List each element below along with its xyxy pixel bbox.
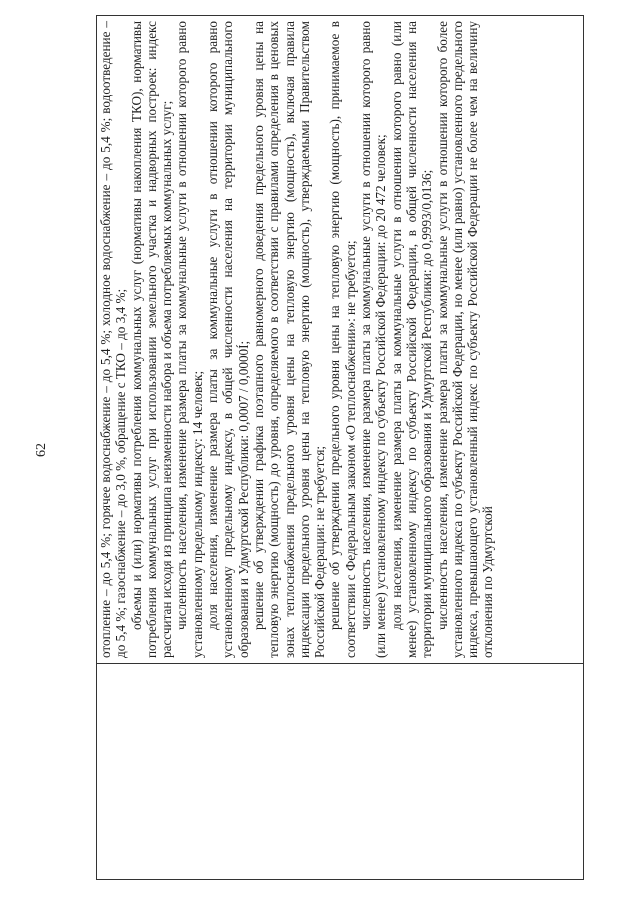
paragraph: решение об утверждении предельного уровня цены на тепловую энергию (мощность), принимаемое в соответствии с Федеральным законом «О теплоснабжении»: не требуется; [327, 21, 358, 658]
paragraph: отопление – до 5,4 %; горячее водоснабжение – до 5,4 %; холодное водоснабжение – до 5,4 %; водоотведение – до 5,4 %; газоснабжение – до 3,0 %, обращение с ТКО – до 3,4 %; [98, 21, 129, 658]
paragraph: доля населения, изменение размера платы за коммунальные услуги в отношении которого равно установленному предельному индексу, в общей численности населения на территории муниципального образования и Удмуртской Республики: 0,0007 / 0,0000Í; [205, 21, 251, 658]
page-number: 62 [34, 443, 49, 457]
table-cell-empty [97, 663, 583, 879]
table-cell-text [97, 16, 583, 663]
paragraph: доля населения, изменение размера платы за коммунальные услуги в отношении которого равно (или менее) установленному индексу по субъекту Российской Федерации, в общей численности населения на территории муниципального образования и Удмуртской Республики: до 0,9993/0,0136; [388, 21, 435, 658]
document-table [96, 15, 584, 880]
paragraph: численность населения, изменение размера платы за коммунальные услуги в отношении которого равно установленному предельному индексу: 14 человек; [174, 21, 205, 658]
paragraph: решение об утверждении графика поэтапного равномерного доведения предельного уровня цены на тепловую энергию (мощность) до уровня, определяемого в соответствии с правилами определения в ценовых зонах теплоснабжения предельного уровня цены на тепловую энергию (мощность), включая правила индексации предельного уровня цены на тепловую энергию (мощность), утверждаемыми Правительством Российской Федерации: не требуется; [250, 21, 328, 658]
paragraph: численность населения, изменение размера платы за коммунальные услуги в отношении которого равно (или менее) установленному индексу по субъекту Российской Федерации: до 20 472 человек; [358, 21, 389, 658]
paragraph: объемы и (или) нормативы потребления коммунальных услуг (нормативы накопления ТКО), нормативы потребления коммунальных услуг при использовании земельного участка и надворных построек: индекс рассчитан исходя из принципа неизменности набора и объема потребляемых коммунальных услуг; [128, 21, 175, 658]
paragraph: численность населения, изменение размера платы за коммунальные услуги в отношении которого более установленного индекса по субъекту Российской Федерации, но менее (или равно) установленного предельного индекса, превышающего установленный индекс по субъекту Российской Федерации не более чем на величину отклонения по Удмуртской [434, 21, 496, 658]
